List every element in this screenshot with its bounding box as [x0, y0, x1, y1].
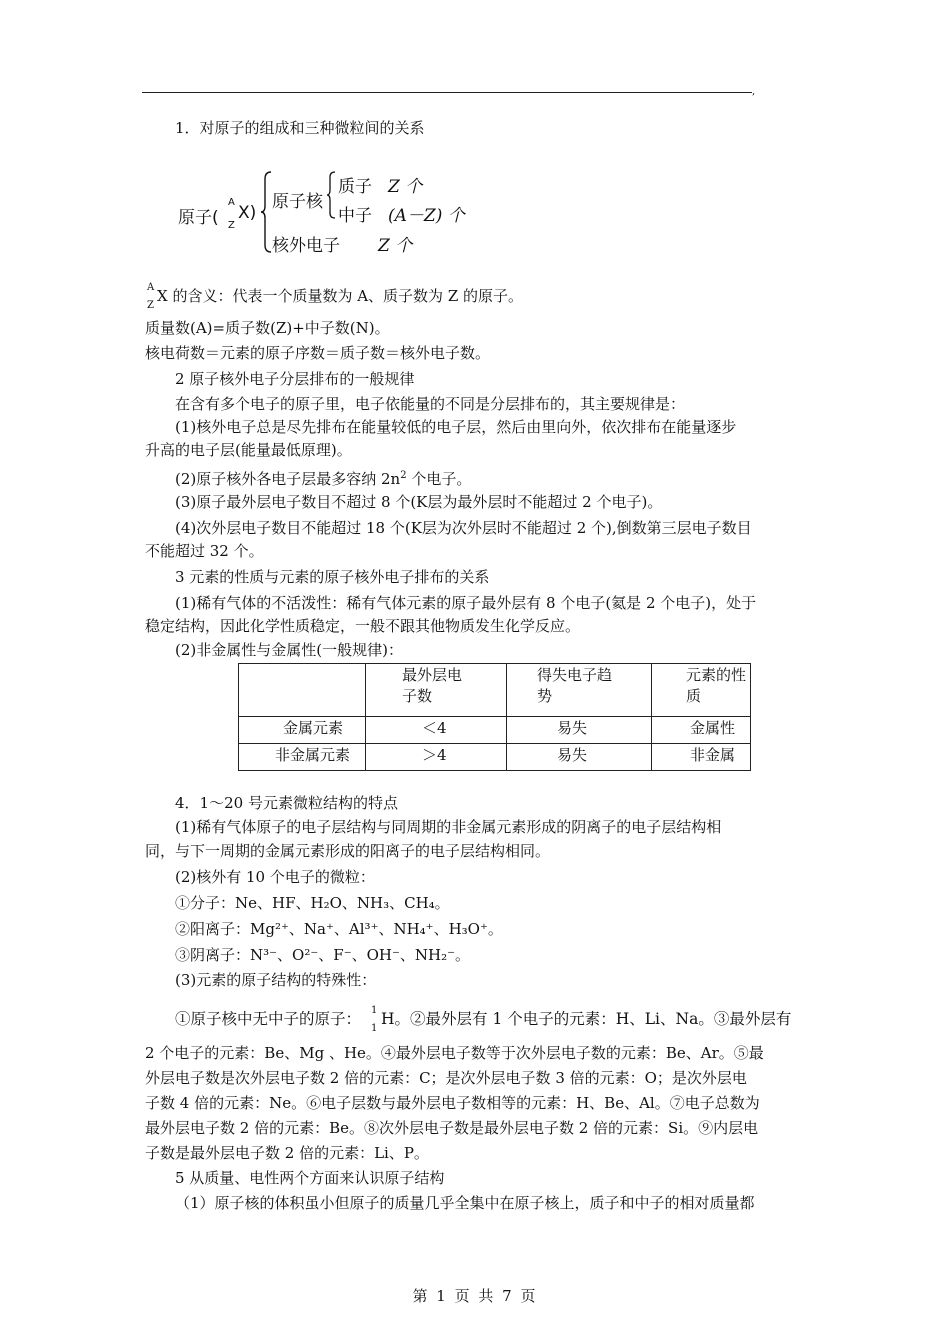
section-4-p3: (3)元素的原子结构的特殊性：	[175, 971, 377, 989]
table-row	[239, 744, 751, 771]
page-footer: 第 1 页 共 7 页	[412, 1287, 538, 1305]
inner-brace-icon	[326, 171, 336, 219]
table-cell: ＜4	[366, 717, 507, 744]
table-cell: 金属性	[652, 717, 751, 744]
rule-2: (2)原子核外各电子层最多容纳 $2n^2$ 个电子。	[175, 470, 472, 488]
atom-label: 原子(	[178, 208, 219, 228]
mass-number-relation: 质量数(A)=质子数(Z)+中子数(N)。	[145, 319, 390, 337]
metal-nonmetal-table	[238, 663, 751, 771]
table-cell: ＞4	[366, 744, 507, 771]
table-row	[239, 717, 751, 744]
special-structure-line-4: 子数 4 倍的元素：Ne。⑥电子层数与最外层电子数相等的元素：H、Be、Al。⑦电子总数为	[145, 1094, 760, 1112]
table-header-row	[239, 664, 751, 717]
ten-electron-anions: ③阴离子：N³⁻、O²⁻、F⁻、OH⁻、NH₂⁻。	[175, 946, 471, 964]
symbol-element: X)	[238, 203, 257, 223]
symbol-atomic-number: Z	[228, 220, 235, 231]
section-4-p1-line-2: 同，与下一周期的金属元素形成的阳离子的电子层结构相同。	[145, 842, 551, 860]
section-1-heading: 1．对原子的组成和三种微粒间的关系	[175, 119, 425, 137]
neutron-count: (A－Z) 个	[388, 206, 465, 226]
table-header-cell: 最外层电 子数	[366, 664, 507, 717]
table-header-cell: 元素的性 质	[652, 664, 751, 717]
header-rule	[142, 92, 752, 93]
section-4-heading: 4．1～20 号元素微粒结构的特点	[175, 794, 398, 812]
proton-label: 质子	[338, 177, 372, 197]
section-5-heading: 5 从质量、电性两个方面来认识原子结构	[175, 1169, 445, 1187]
section-3-p1-line-2: 稳定结构，因此化学性质稳定，一般不跟其他物质发生化学反应。	[145, 617, 581, 635]
section-3-heading: 3 元素的性质与元素的原子核外电子排布的关系	[175, 568, 490, 586]
outer-brace-icon	[260, 171, 272, 253]
special-structure-line-2: 2 个电子的元素：Be、Mg 、He。④最外层电子数等于次外层电子数的元素：Be、Ar。⑤最	[145, 1044, 764, 1062]
section-5-p1: （1）原子核的体积虽小但原子的质量几乎全集中在原子核上，质子和中子的相对质量都	[175, 1194, 755, 1212]
electron-count: Z 个	[378, 236, 413, 256]
rule-4-line-2: 不能超过 32 个。	[145, 542, 264, 560]
section-2-intro: 在含有多个电子的原子里，电子依能量的不同是分层排布的，其主要规律是：	[175, 395, 686, 413]
neutron-label: 中子	[338, 206, 372, 226]
nuclide-meaning: A Z X 的含义：代表一个质量数为 A、质子数为 Z 的原子。	[147, 282, 524, 311]
section-3-p1-line-1: (1)稀有气体的不活泼性：稀有气体元素的原子最外层有 8 个电子(氦是 2 个电子)，处于	[175, 594, 757, 612]
table-cell: 易失	[507, 717, 652, 744]
table-cell: 金属元素	[239, 717, 366, 744]
electron-label: 核外电子	[272, 236, 340, 256]
ten-electron-cations: ②阳离子：Mg²⁺、Na⁺、Al³⁺、NH₄⁺、H₃O⁺。	[175, 920, 503, 938]
table-cell: 非金属	[652, 744, 751, 771]
ten-electron-molecules: ①分子：Ne、HF、H₂O、NH₃、CH₄。	[175, 894, 450, 912]
rule-3: (3)原子最外层电子数目不超过 8 个(K层为最外层时不能超过 2 个电子)。	[175, 493, 663, 511]
section-2-heading: 2 原子核外电子分层排布的一般规律	[175, 370, 415, 388]
nuclear-charge-relation: 核电荷数＝元素的原子序数＝质子数＝核外电子数。	[145, 344, 491, 362]
rule-1-line-1: (1)核外电子总是尽先排布在能量较低的电子层，然后由里向外，依次排布在能量逐步	[175, 418, 737, 436]
special-structure-line-3: 外层电子数是次外层电子数 2 倍的元素：C；是次外层电子数 3 倍的元素：O；是次外层电	[145, 1069, 747, 1087]
special-structure-line-1: ①原子核中无中子的原子： 1 1 H。②最外层有 1 个电子的元素：H、Li、Na。③最外层有	[175, 1005, 792, 1034]
table-header-cell: 得失电子趋 势	[507, 664, 652, 717]
section-4-p2: (2)核外有 10 个电子的微粒：	[175, 868, 375, 886]
section-4-p1-line-1: (1)稀有气体原子的电子层结构与同周期的非金属元素形成的阴离子的电子层结构相	[175, 818, 722, 836]
rule-4-line-1: (4)次外层电子数目不能超过 18 个(K层为次外层时不能超过 2 个),倒数第三层电子数目	[175, 519, 752, 537]
header-rule-dot: ,	[752, 86, 756, 97]
table-cell: 易失	[507, 744, 652, 771]
table-cell: 非金属元素	[239, 744, 366, 771]
symbol-mass-number: A	[228, 197, 235, 208]
special-structure-line-5: 最外层电子数 2 倍的元素：Be。⑧次外层电子数是最外层电子数 2 倍的元素：Si。⑨内层电	[145, 1119, 759, 1137]
section-3-p2: (2)非金属性与金属性(一般规律)：	[175, 641, 403, 659]
nucleus-label: 原子核	[272, 192, 323, 212]
proton-count: Z 个	[388, 177, 423, 197]
atom-composition-diagram	[178, 165, 498, 265]
special-structure-line-6: 子数是最外层电子数 2 倍的元素：Li、P。	[145, 1144, 429, 1162]
hydrogen-symbol: 1 1	[371, 1005, 378, 1034]
table-corner-cell	[239, 664, 366, 717]
rule-1-line-2: 升高的电子层(能量最低原理)。	[145, 441, 352, 459]
nuclide-symbol: A Z	[147, 282, 155, 311]
